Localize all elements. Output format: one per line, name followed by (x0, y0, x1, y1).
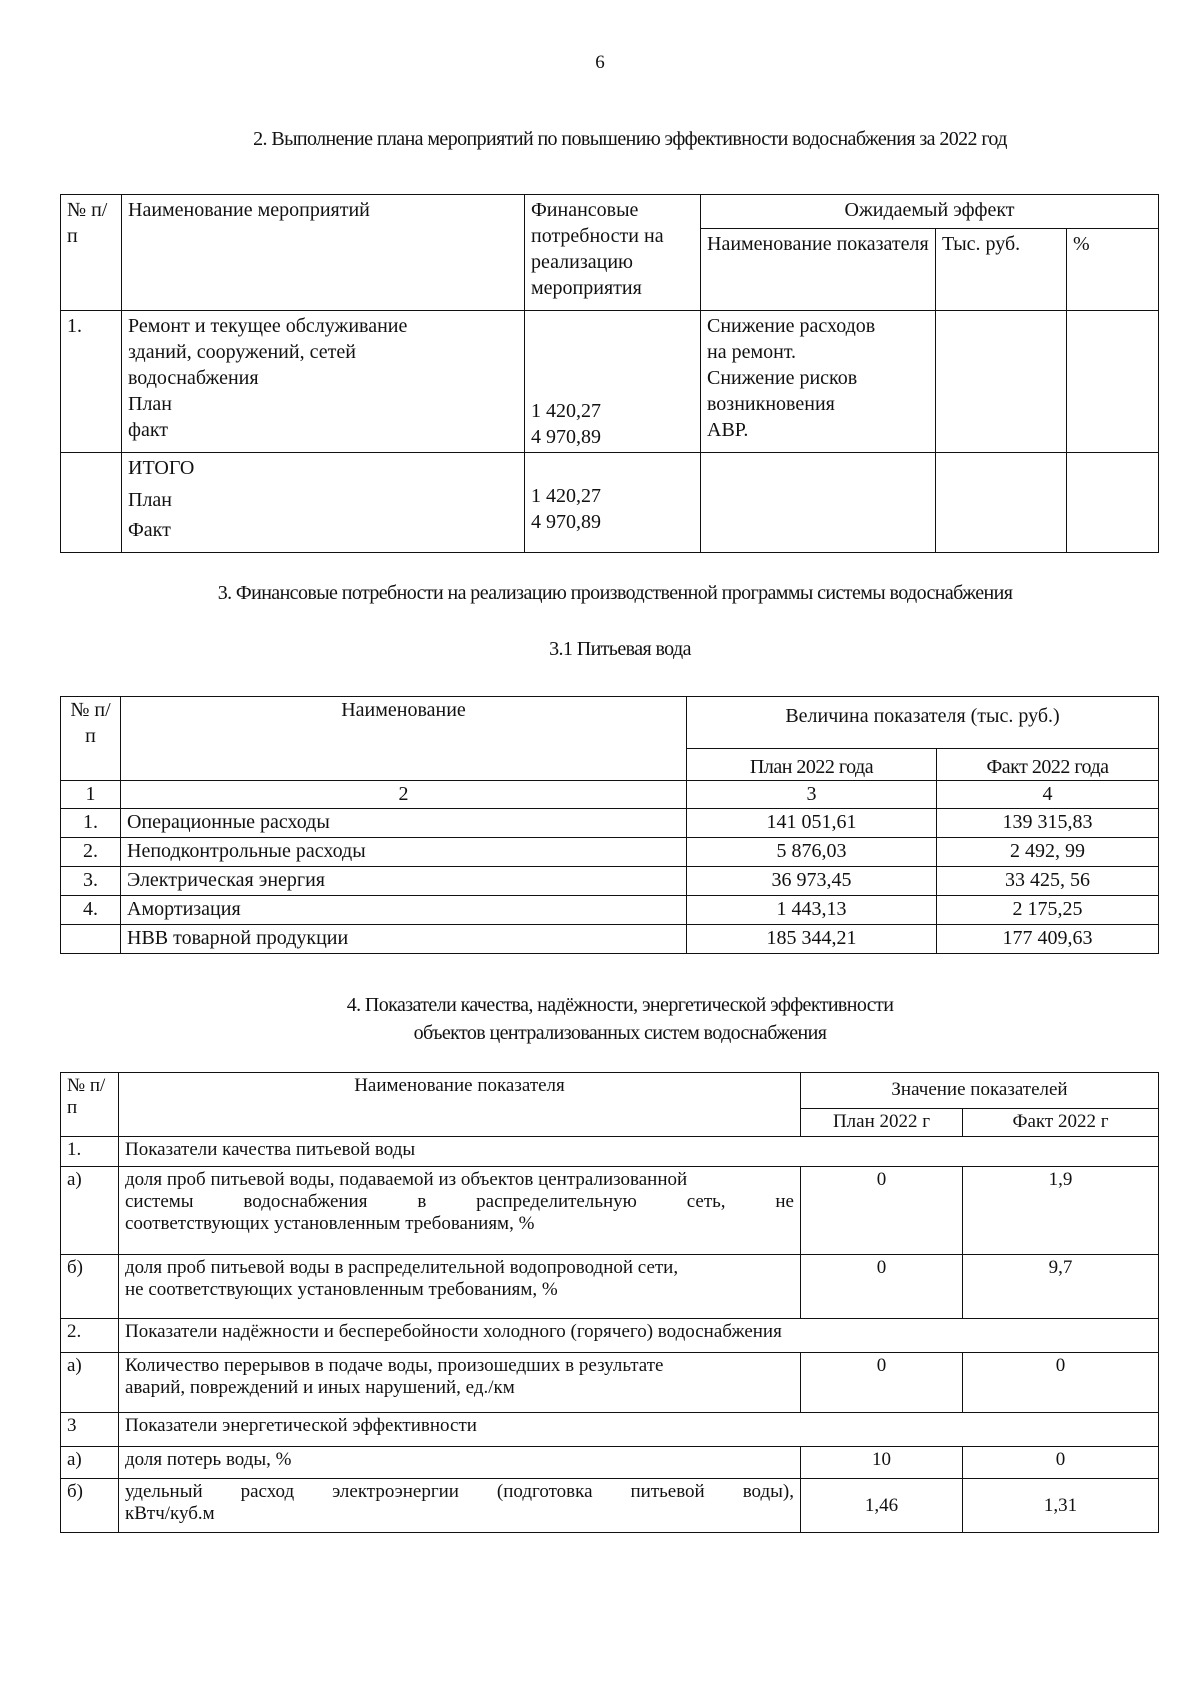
row-num: а) (61, 1353, 119, 1413)
empty-cell (1067, 453, 1159, 553)
row-fact: 139 315,83 (937, 809, 1159, 838)
row-text-line: аварий, повреждений и иных нарушений, ед./км (125, 1377, 515, 1398)
finance-values (525, 311, 701, 453)
row-fact: 0 (963, 1353, 1159, 1413)
effect-description (701, 311, 936, 453)
table-row (61, 809, 1159, 838)
group-title: Показатели качества питьевой воды (119, 1137, 1159, 1167)
group-row (61, 1413, 1159, 1447)
financial-needs-table (60, 696, 1159, 954)
total-label-cell (122, 453, 525, 553)
effect-line: Снижение рисков (707, 367, 858, 389)
table-row (61, 896, 1159, 925)
event-name-line: водоснабжения (128, 367, 259, 389)
row-num: 1. (61, 311, 122, 453)
table-row (61, 1255, 1159, 1319)
col-number: 4 (937, 781, 1159, 809)
row-num: 1. (61, 809, 121, 838)
row-plan: 1 443,13 (687, 896, 937, 925)
header-num: № п/п (61, 195, 122, 311)
row-plan: 36 973,45 (687, 867, 937, 896)
section-4-title-line1: 4. Показатели качества, надёжности, энергетической эффективности (346, 994, 894, 1016)
header-name: Наименование (121, 697, 687, 781)
row-plan: 0 (801, 1255, 963, 1319)
fact-label: факт (128, 419, 169, 441)
total-plan-label: План (128, 489, 173, 511)
row-plan: 0 (801, 1167, 963, 1255)
row-text-line: соответствующих установленным требованиям, % (125, 1213, 535, 1234)
table-row (61, 1353, 1159, 1413)
row-text-line: удельный расход электроэнергии (подготовка питьевой воды), (125, 1481, 794, 1502)
row-plan: 185 344,21 (687, 925, 937, 954)
empty-cell (701, 453, 936, 553)
total-label: ИТОГО (128, 457, 195, 479)
row-num: б) (61, 1255, 119, 1319)
empty-cell (936, 453, 1067, 553)
row-text-line: доля проб питьевой воды в распределительной водопроводной сети, (125, 1257, 679, 1278)
group-row (61, 1137, 1159, 1167)
group-num: 3 (61, 1413, 119, 1447)
col-number: 2 (121, 781, 687, 809)
effect-line: Снижение расходов (707, 315, 876, 337)
plan-label: План (128, 393, 173, 415)
row-fact: 1,31 (963, 1479, 1159, 1533)
effect-line: на ремонт. (707, 341, 797, 363)
table-row (61, 311, 1159, 453)
plan-value: 1 420,27 (531, 400, 601, 422)
section-4-title-line2: объектов централизованных систем водоснабжения (413, 1022, 827, 1044)
header-indicator-name: Наименование показателя (119, 1073, 801, 1137)
event-name-line: зданий, сооружений, сетей (128, 341, 356, 363)
total-values (525, 453, 701, 553)
event-name (122, 311, 525, 453)
header-values: Значение показателей (801, 1073, 1159, 1109)
row-plan: 5 876,03 (687, 838, 937, 867)
row-name: Операционные расходы (121, 809, 687, 838)
row-name: Амортизация (121, 896, 687, 925)
indicators-table (60, 1072, 1159, 1533)
header-event-name: Наименование мероприятий (122, 195, 525, 311)
total-row (61, 925, 1159, 954)
row-text (119, 1167, 801, 1255)
row-num: а) (61, 1167, 119, 1255)
row-plan: 141 051,61 (687, 809, 937, 838)
header-plan: План 2022 г (801, 1109, 963, 1137)
header-indicator-name: Наименование показателя (701, 229, 936, 311)
row-plan: 10 (801, 1447, 963, 1479)
empty-cell (61, 453, 122, 553)
total-plan-value: 1 420,27 (531, 485, 601, 507)
row-text-line: доля проб питьевой воды, подаваемой из объектов централизованной (125, 1169, 688, 1190)
group-title: Показатели энергетической эффективности (119, 1413, 1159, 1447)
col-number: 3 (687, 781, 937, 809)
table-row (61, 1167, 1159, 1255)
effect-line: АВР. (707, 419, 749, 441)
row-num: б) (61, 1479, 119, 1533)
row-text-line: системы водоснабжения в распределительную сеть, не (125, 1191, 794, 1212)
header-finance: Финансовые потребности на реализацию мероприятия (525, 195, 701, 311)
row-num: 3. (61, 867, 121, 896)
section-2-title: 2. Выполнение плана мероприятий по повышению эффективности водоснабжения за 2022 год (253, 128, 1007, 150)
header-plan: План 2022 года (687, 749, 937, 781)
row-name: НВВ товарной продукции (121, 925, 687, 954)
row-text (119, 1479, 801, 1533)
row-name: Электрическая энергия (121, 867, 687, 896)
section-3-title: 3. Финансовые потребности на реализацию производственной программы системы водоснабжения (217, 582, 1013, 604)
row-text-line: не соответствующих установленным требованиям, % (125, 1279, 558, 1300)
group-num: 1. (61, 1137, 119, 1167)
row-plan: 0 (801, 1353, 963, 1413)
row-text (119, 1353, 801, 1413)
events-table (60, 194, 1159, 553)
row-text (119, 1255, 801, 1319)
header-expected-effect: Ожидаемый эффект (701, 195, 1159, 229)
total-fact-value: 4 970,89 (531, 511, 601, 533)
row-fact: 2 492, 99 (937, 838, 1159, 867)
col-number: 1 (61, 781, 121, 809)
event-name-line: Ремонт и текущее обслуживание (128, 315, 408, 337)
row-num: 2. (61, 838, 121, 867)
fact-value: 4 970,89 (531, 426, 601, 448)
header-num: № п/п (61, 697, 121, 781)
row-fact: 33 425, 56 (937, 867, 1159, 896)
row-plan: 1,46 (801, 1479, 963, 1533)
empty-cell (1067, 311, 1159, 453)
row-text-line: Количество перерывов в подаче воды, произошедших в результате (125, 1355, 664, 1376)
row-num: а) (61, 1447, 119, 1479)
header-value: Величина показателя (тыс. руб.) (687, 697, 1159, 749)
group-title: Показатели надёжности и бесперебойности холодного (горячего) водоснабжения (119, 1319, 1159, 1353)
effect-line: возникновения (707, 393, 835, 415)
row-num: 4. (61, 896, 121, 925)
total-row (61, 453, 1159, 553)
header-num: № п/п (61, 1073, 119, 1137)
header-fact: Факт 2022 г (963, 1109, 1159, 1137)
header-fact: Факт 2022 года (937, 749, 1159, 781)
row-name: Неподконтрольные расходы (121, 838, 687, 867)
empty-cell (936, 311, 1067, 453)
table-row (61, 1479, 1159, 1533)
row-text-line: кВтч/куб.м (125, 1503, 215, 1524)
total-fact-label: Факт (128, 519, 171, 541)
section-3-subtitle: 3.1 Питьевая вода (549, 638, 691, 660)
group-num: 2. (61, 1319, 119, 1353)
row-fact: 1,9 (963, 1167, 1159, 1255)
table-row (61, 838, 1159, 867)
row-num (61, 925, 121, 954)
row-fact: 177 409,63 (937, 925, 1159, 954)
group-row (61, 1319, 1159, 1353)
row-fact: 2 175,25 (937, 896, 1159, 925)
header-percent: % (1067, 229, 1159, 311)
page-number: 6 (595, 52, 605, 73)
table-row (61, 1447, 1159, 1479)
table-row (61, 867, 1159, 896)
row-fact: 9,7 (963, 1255, 1159, 1319)
row-fact: 0 (963, 1447, 1159, 1479)
column-numbers-row (61, 781, 1159, 809)
header-thousand-rub: Тыс. руб. (936, 229, 1067, 311)
row-text: доля потерь воды, % (119, 1447, 801, 1479)
